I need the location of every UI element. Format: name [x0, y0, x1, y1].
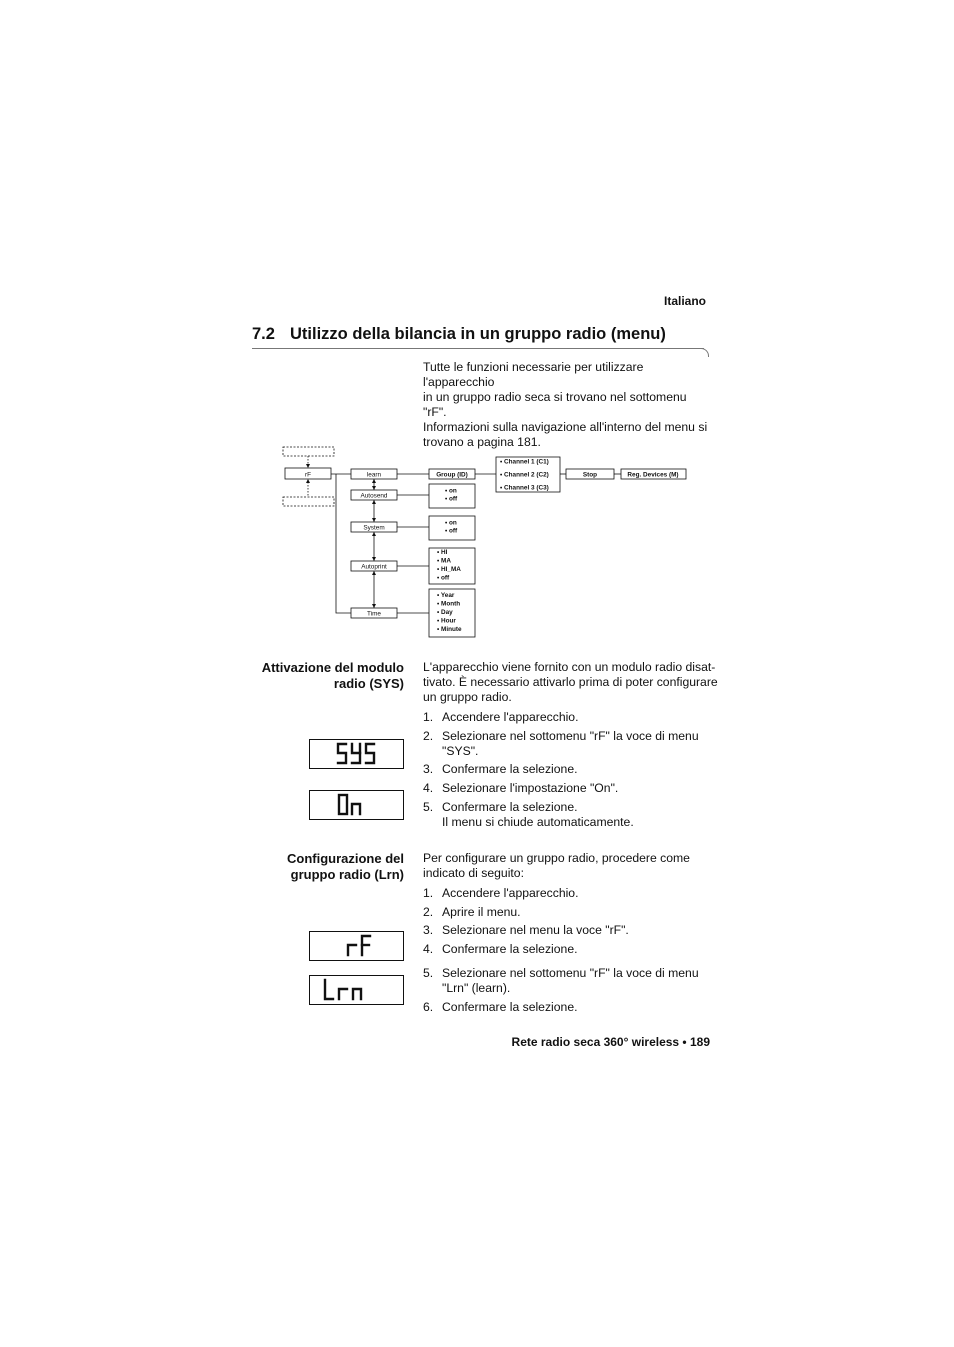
intro-line: tivato. È necessario attivarlo prima di poter configurare — [423, 675, 718, 689]
lrn-heading — [220, 851, 404, 883]
seven-segment-sys — [310, 740, 403, 768]
label-option: • Minute — [437, 626, 462, 633]
label-option: • off — [437, 574, 450, 582]
lcd-display-rf — [309, 931, 404, 961]
label-autoprint: Autoprint — [361, 563, 387, 571]
label-group: Group (ID) — [436, 471, 468, 479]
step-number: 1. — [423, 886, 434, 900]
arrowhead — [306, 479, 310, 483]
heading-line: Configurazione del — [287, 851, 404, 866]
step-number: 1. — [423, 710, 434, 724]
section-title — [252, 325, 666, 344]
label-option: • off — [445, 495, 458, 503]
step-number: 3. — [423, 923, 434, 937]
label-option: • Month — [437, 600, 461, 608]
label-option: • MA — [437, 557, 451, 565]
section-title-text: Utilizzo della bilancia in un gruppo radio (menu) — [290, 325, 666, 343]
step-number: 5. — [423, 966, 434, 980]
intro-line: in un gruppo radio seca si trovano nel sottomenu "rF". — [423, 390, 687, 419]
heading-line: Attivazione del modulo — [261, 660, 404, 675]
title-rule-corner — [700, 348, 709, 357]
language-label: Italiano — [663, 294, 706, 308]
step-line: Confermare la selezione. — [442, 800, 578, 814]
arrowhead — [372, 518, 376, 522]
label-option: • off — [445, 527, 458, 535]
label-option: • on — [445, 519, 457, 527]
step-text: Confermare la selezione. — [442, 1000, 578, 1014]
step-number: 4. — [423, 781, 434, 795]
seven-segment-on — [310, 791, 403, 819]
step-text — [442, 966, 714, 996]
step-line: Il menu si chiude automaticamente. — [442, 815, 634, 829]
label-channel: • Channel 1 (C1) — [500, 458, 549, 466]
step-line: Selezionare nel sottomenu "rF" la voce di menu — [442, 729, 699, 743]
label-option: • Day — [437, 609, 453, 616]
step-number: 4. — [423, 942, 434, 956]
lcd-display-on — [309, 790, 404, 820]
label-option: • on — [445, 487, 457, 495]
intro-line: Informazioni sulla navigazione all'interno del menu si — [423, 420, 708, 434]
sys-heading — [220, 660, 404, 692]
label-learn: learn — [366, 471, 382, 479]
lcd-display-lrn — [309, 975, 404, 1005]
intro-line: Per configurare un gruppo radio, procedere come — [423, 851, 690, 865]
label-option: • HI — [437, 549, 448, 556]
step-text: Selezionare l'impostazione "On". — [442, 781, 619, 795]
step-number: 3. — [423, 762, 434, 776]
step-number: 2. — [423, 905, 434, 919]
page-footer: Rete radio seca 360° wireless • 189 — [511, 1035, 710, 1049]
sys-intro — [423, 660, 718, 705]
step-text: Selezionare nel menu la voce "rF". — [442, 923, 629, 937]
lcd-display-sys — [309, 739, 404, 769]
seven-segment-rf — [310, 932, 403, 960]
title-rule — [252, 348, 704, 349]
arrowhead — [372, 557, 376, 561]
dashed-box-top — [283, 447, 334, 456]
step-text: Accendere l'apparecchio. — [442, 710, 579, 724]
step-text — [442, 729, 714, 759]
connector — [336, 474, 351, 613]
label-reg-devices: Reg. Devices (M) — [627, 471, 679, 479]
label-system: System — [363, 524, 385, 532]
step-text: Aprire il menu. — [442, 905, 521, 919]
step-number: 5. — [423, 800, 434, 814]
intro-line: indicato di seguito: — [423, 866, 524, 880]
intro-line: L'apparecchio viene fornito con un modulo radio disat- — [423, 660, 716, 674]
label-option: • Year — [437, 592, 455, 599]
label-stop: Stop — [582, 471, 598, 479]
label-option: • Hour — [437, 617, 456, 625]
intro-line: Tutte le funzioni necessarie per utilizzare l'apparecchio — [423, 360, 644, 389]
section-number: 7.2 — [252, 325, 275, 343]
label-autosend: Autosend — [360, 492, 388, 500]
label-option: • HI_MA — [437, 566, 461, 573]
menu-diagram — [280, 444, 700, 644]
intro-paragraph — [423, 360, 713, 450]
heading-line: gruppo radio (Lrn) — [290, 867, 404, 882]
arrowhead — [372, 500, 376, 504]
step-text: Confermare la selezione. — [442, 762, 578, 776]
arrowhead — [372, 571, 376, 575]
seven-segment-lrn — [310, 976, 403, 1004]
step-line: "Lrn" (learn). — [442, 981, 511, 995]
intro-line: trovano a pagina 181. — [423, 435, 541, 449]
step-line: Selezionare nel sottomenu "rF" la voce di menu — [442, 966, 699, 980]
intro-line: un gruppo radio. — [423, 690, 512, 704]
dashed-box-bottom — [283, 497, 334, 506]
arrowhead — [372, 486, 376, 490]
arrowhead — [372, 479, 376, 483]
label-channel: • Channel 3 (C3) — [500, 484, 549, 492]
arrowhead — [306, 464, 310, 468]
step-text: Confermare la selezione. — [442, 942, 578, 956]
step-text: Accendere l'apparecchio. — [442, 886, 579, 900]
heading-line: radio (SYS) — [333, 676, 404, 691]
label-rf: rF — [304, 471, 312, 479]
lrn-intro — [423, 851, 718, 881]
step-number: 2. — [423, 729, 434, 743]
label-channel: • Channel 2 (C2) — [500, 471, 549, 479]
step-line: "SYS". — [442, 744, 479, 758]
arrowhead — [372, 604, 376, 608]
label-time: Time — [367, 610, 381, 618]
arrowhead — [372, 532, 376, 536]
step-text — [442, 800, 714, 830]
step-number: 6. — [423, 1000, 434, 1014]
